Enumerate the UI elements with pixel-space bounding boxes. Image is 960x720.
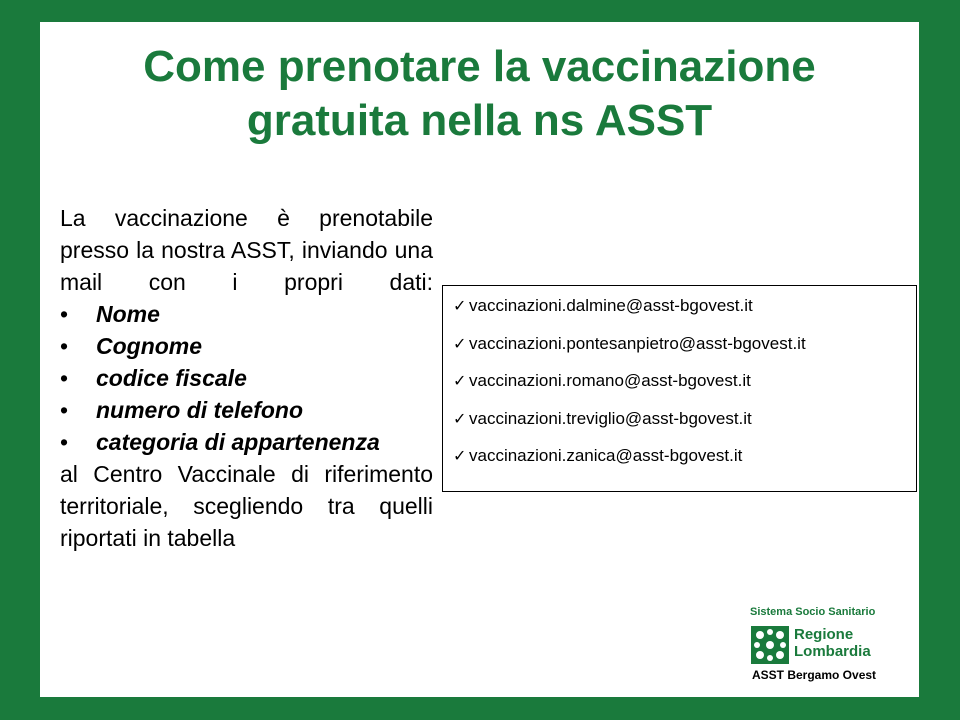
title-line-2: gratuita nella ns ASST [246, 96, 713, 145]
bullet-icon: • [60, 301, 69, 327]
checkmark-icon: ✓ [453, 298, 467, 315]
outro-paragraph: al Centro Vaccinale di riferimento territoriale, scegliendo tra quelli riportati in tabella [60, 461, 433, 551]
bullet-icon: • [60, 429, 69, 455]
required-data-list [60, 298, 433, 458]
email-row [453, 446, 916, 484]
slide [40, 22, 919, 697]
list-item [60, 298, 433, 330]
email-row [453, 296, 916, 334]
list-item [60, 362, 433, 394]
regione-lombardia-logo [744, 602, 904, 682]
list-item [60, 426, 433, 458]
title-line-1: Come prenotare la vaccinazione [143, 42, 816, 91]
email-row [453, 409, 916, 447]
list-item [60, 330, 433, 362]
email-list-box [442, 285, 917, 492]
email-row [453, 334, 916, 372]
list-item-label: Nome [96, 301, 160, 327]
bullet-icon: • [60, 365, 69, 391]
email-address[interactable]: vaccinazioni.dalmine@asst-bgovest.it [469, 296, 753, 315]
email-address[interactable]: vaccinazioni.pontesanpietro@asst-bgovest.it [469, 333, 806, 353]
checkmark-icon: ✓ [453, 410, 467, 428]
slide-title [40, 40, 919, 148]
checkmark-icon: ✓ [453, 335, 467, 353]
checkmark-icon: ✓ [453, 448, 467, 465]
logo-asst-name: ASST Bergamo Ovest [752, 668, 877, 682]
logo-top-label: Sistema Socio Sanitario [750, 606, 876, 618]
list-item-label: numero di telefono [96, 397, 303, 423]
body-text [60, 202, 433, 554]
email-row [453, 371, 916, 409]
checkmark-icon: ✓ [453, 373, 467, 390]
logo-region-name: Regione Lombardia [794, 626, 871, 660]
bullet-icon: • [60, 333, 69, 359]
intro-paragraph: La vaccinazione è prenotabile presso la nostra ASST, inviando una mail con i propri dati: [60, 205, 433, 295]
list-item [60, 394, 433, 426]
bullet-icon: • [60, 397, 69, 423]
lombardy-rose-icon [751, 626, 789, 664]
email-address[interactable]: vaccinazioni.zanica@asst-bgovest.it [469, 446, 743, 465]
email-address[interactable]: vaccinazioni.romano@asst-bgovest.it [469, 371, 751, 390]
email-address[interactable]: vaccinazioni.treviglio@asst-bgovest.it [469, 408, 752, 428]
list-item-label: categoria di appartenenza [96, 429, 380, 455]
list-item-label: Cognome [96, 333, 203, 359]
list-item-label: codice fiscale [96, 365, 247, 391]
